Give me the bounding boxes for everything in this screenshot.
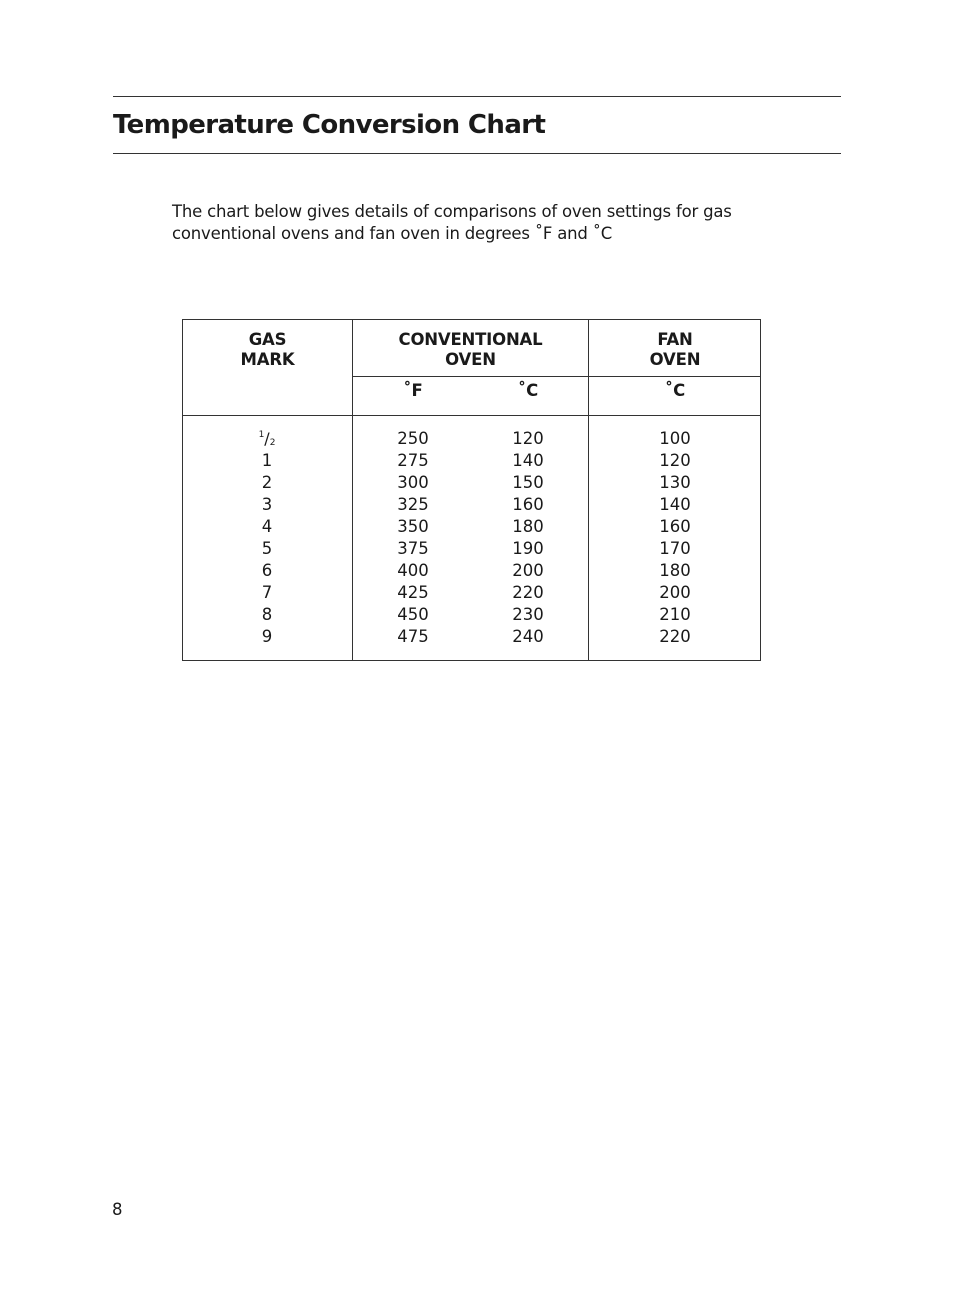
fan-celsius-cell: 200	[659, 583, 691, 602]
conventional-celsius-cell: 200	[512, 561, 544, 580]
fan-celsius-cell: 220	[659, 627, 691, 646]
column-divider	[352, 320, 353, 660]
conventional-fahrenheit-cell: 400	[397, 561, 429, 580]
column-divider	[588, 320, 589, 660]
gas-mark-cell: 4	[261, 517, 273, 536]
fraction-slash: /	[264, 429, 270, 448]
fan-celsius-column	[645, 428, 705, 648]
half-mark-fraction	[259, 429, 276, 448]
gas-mark-header	[183, 330, 352, 370]
conventional-fahrenheit-cell: 275	[397, 451, 429, 470]
conventional-fahrenheit-cell: 250	[397, 429, 429, 448]
gas-mark-cell	[237, 428, 297, 450]
gas-mark-cell: 6	[261, 561, 273, 580]
intro-line: The chart below gives details of comparisons of oven settings for gas	[172, 202, 732, 221]
conventional-celsius-cell: 120	[512, 429, 544, 448]
fan-celsius-unit: ˚C	[664, 381, 686, 400]
conventional-celsius-column	[498, 428, 558, 648]
unit-row-divider	[353, 376, 760, 377]
conventional-celsius-cell: 140	[512, 451, 544, 470]
conventional-celsius-cell: 220	[512, 583, 544, 602]
fan-celsius-cell: 130	[659, 473, 691, 492]
header-line: MARK	[240, 350, 295, 369]
fan-celsius-cell: 210	[659, 605, 691, 624]
intro-line: conventional ovens and fan oven in degrees ˚F and ˚C	[172, 224, 613, 243]
conventional-celsius-cell: 180	[512, 517, 544, 536]
gas-mark-cell: 5	[261, 539, 273, 558]
fraction-numerator: 1	[258, 430, 265, 440]
gas-mark-cell: 2	[261, 473, 273, 492]
conventional-fahrenheit-cell: 475	[397, 627, 429, 646]
title-underline-rule	[113, 153, 841, 154]
header-line: OVEN	[649, 350, 701, 369]
fan-celsius-cell: 160	[659, 517, 691, 536]
conventional-celsius-cell: 150	[512, 473, 544, 492]
fan-celsius-cell: 140	[659, 495, 691, 514]
gas-mark-cell: 7	[261, 583, 273, 602]
conventional-celsius-cell: 240	[512, 627, 544, 646]
conventional-oven-header	[353, 330, 588, 370]
conventional-celsius-cell: 160	[512, 495, 544, 514]
header-divider	[183, 415, 760, 416]
gas-mark-cell: 9	[261, 627, 273, 646]
fan-celsius-cell: 120	[659, 451, 691, 470]
conventional-celsius-cell: 230	[512, 605, 544, 624]
fan-celsius-cell: 170	[659, 539, 691, 558]
conventional-fahrenheit-cell: 300	[397, 473, 429, 492]
page-title: Temperature Conversion Chart	[113, 110, 546, 140]
header-line: CONVENTIONAL	[398, 330, 543, 349]
conventional-celsius-cell: 190	[512, 539, 544, 558]
conventional-fahrenheit-cell: 450	[397, 605, 429, 624]
conventional-fahrenheit-column	[383, 428, 443, 648]
top-rule	[113, 96, 841, 97]
conventional-celsius-unit: ˚C	[517, 381, 539, 400]
gas-mark-column	[237, 428, 297, 648]
conventional-fahrenheit-unit: ˚F	[403, 381, 423, 400]
conventional-fahrenheit-cell: 375	[397, 539, 429, 558]
header-line: OVEN	[445, 350, 496, 369]
temperature-conversion-table	[182, 319, 761, 661]
gas-mark-cell: 3	[261, 495, 273, 514]
fan-oven-header	[589, 330, 761, 370]
conventional-fahrenheit-cell: 350	[397, 517, 429, 536]
gas-mark-cell: 1	[261, 451, 273, 470]
conventional-fahrenheit-cell: 325	[397, 495, 429, 514]
fraction-denominator: 2	[269, 438, 276, 448]
intro-paragraph	[172, 201, 812, 245]
fan-celsius-cell: 180	[659, 561, 691, 580]
page-number: 8	[112, 1200, 123, 1219]
header-line: FAN	[657, 330, 693, 349]
header-line: GAS	[248, 330, 287, 349]
conventional-fahrenheit-cell: 425	[397, 583, 429, 602]
fan-celsius-cell: 100	[659, 429, 691, 448]
gas-mark-cell: 8	[261, 605, 273, 624]
